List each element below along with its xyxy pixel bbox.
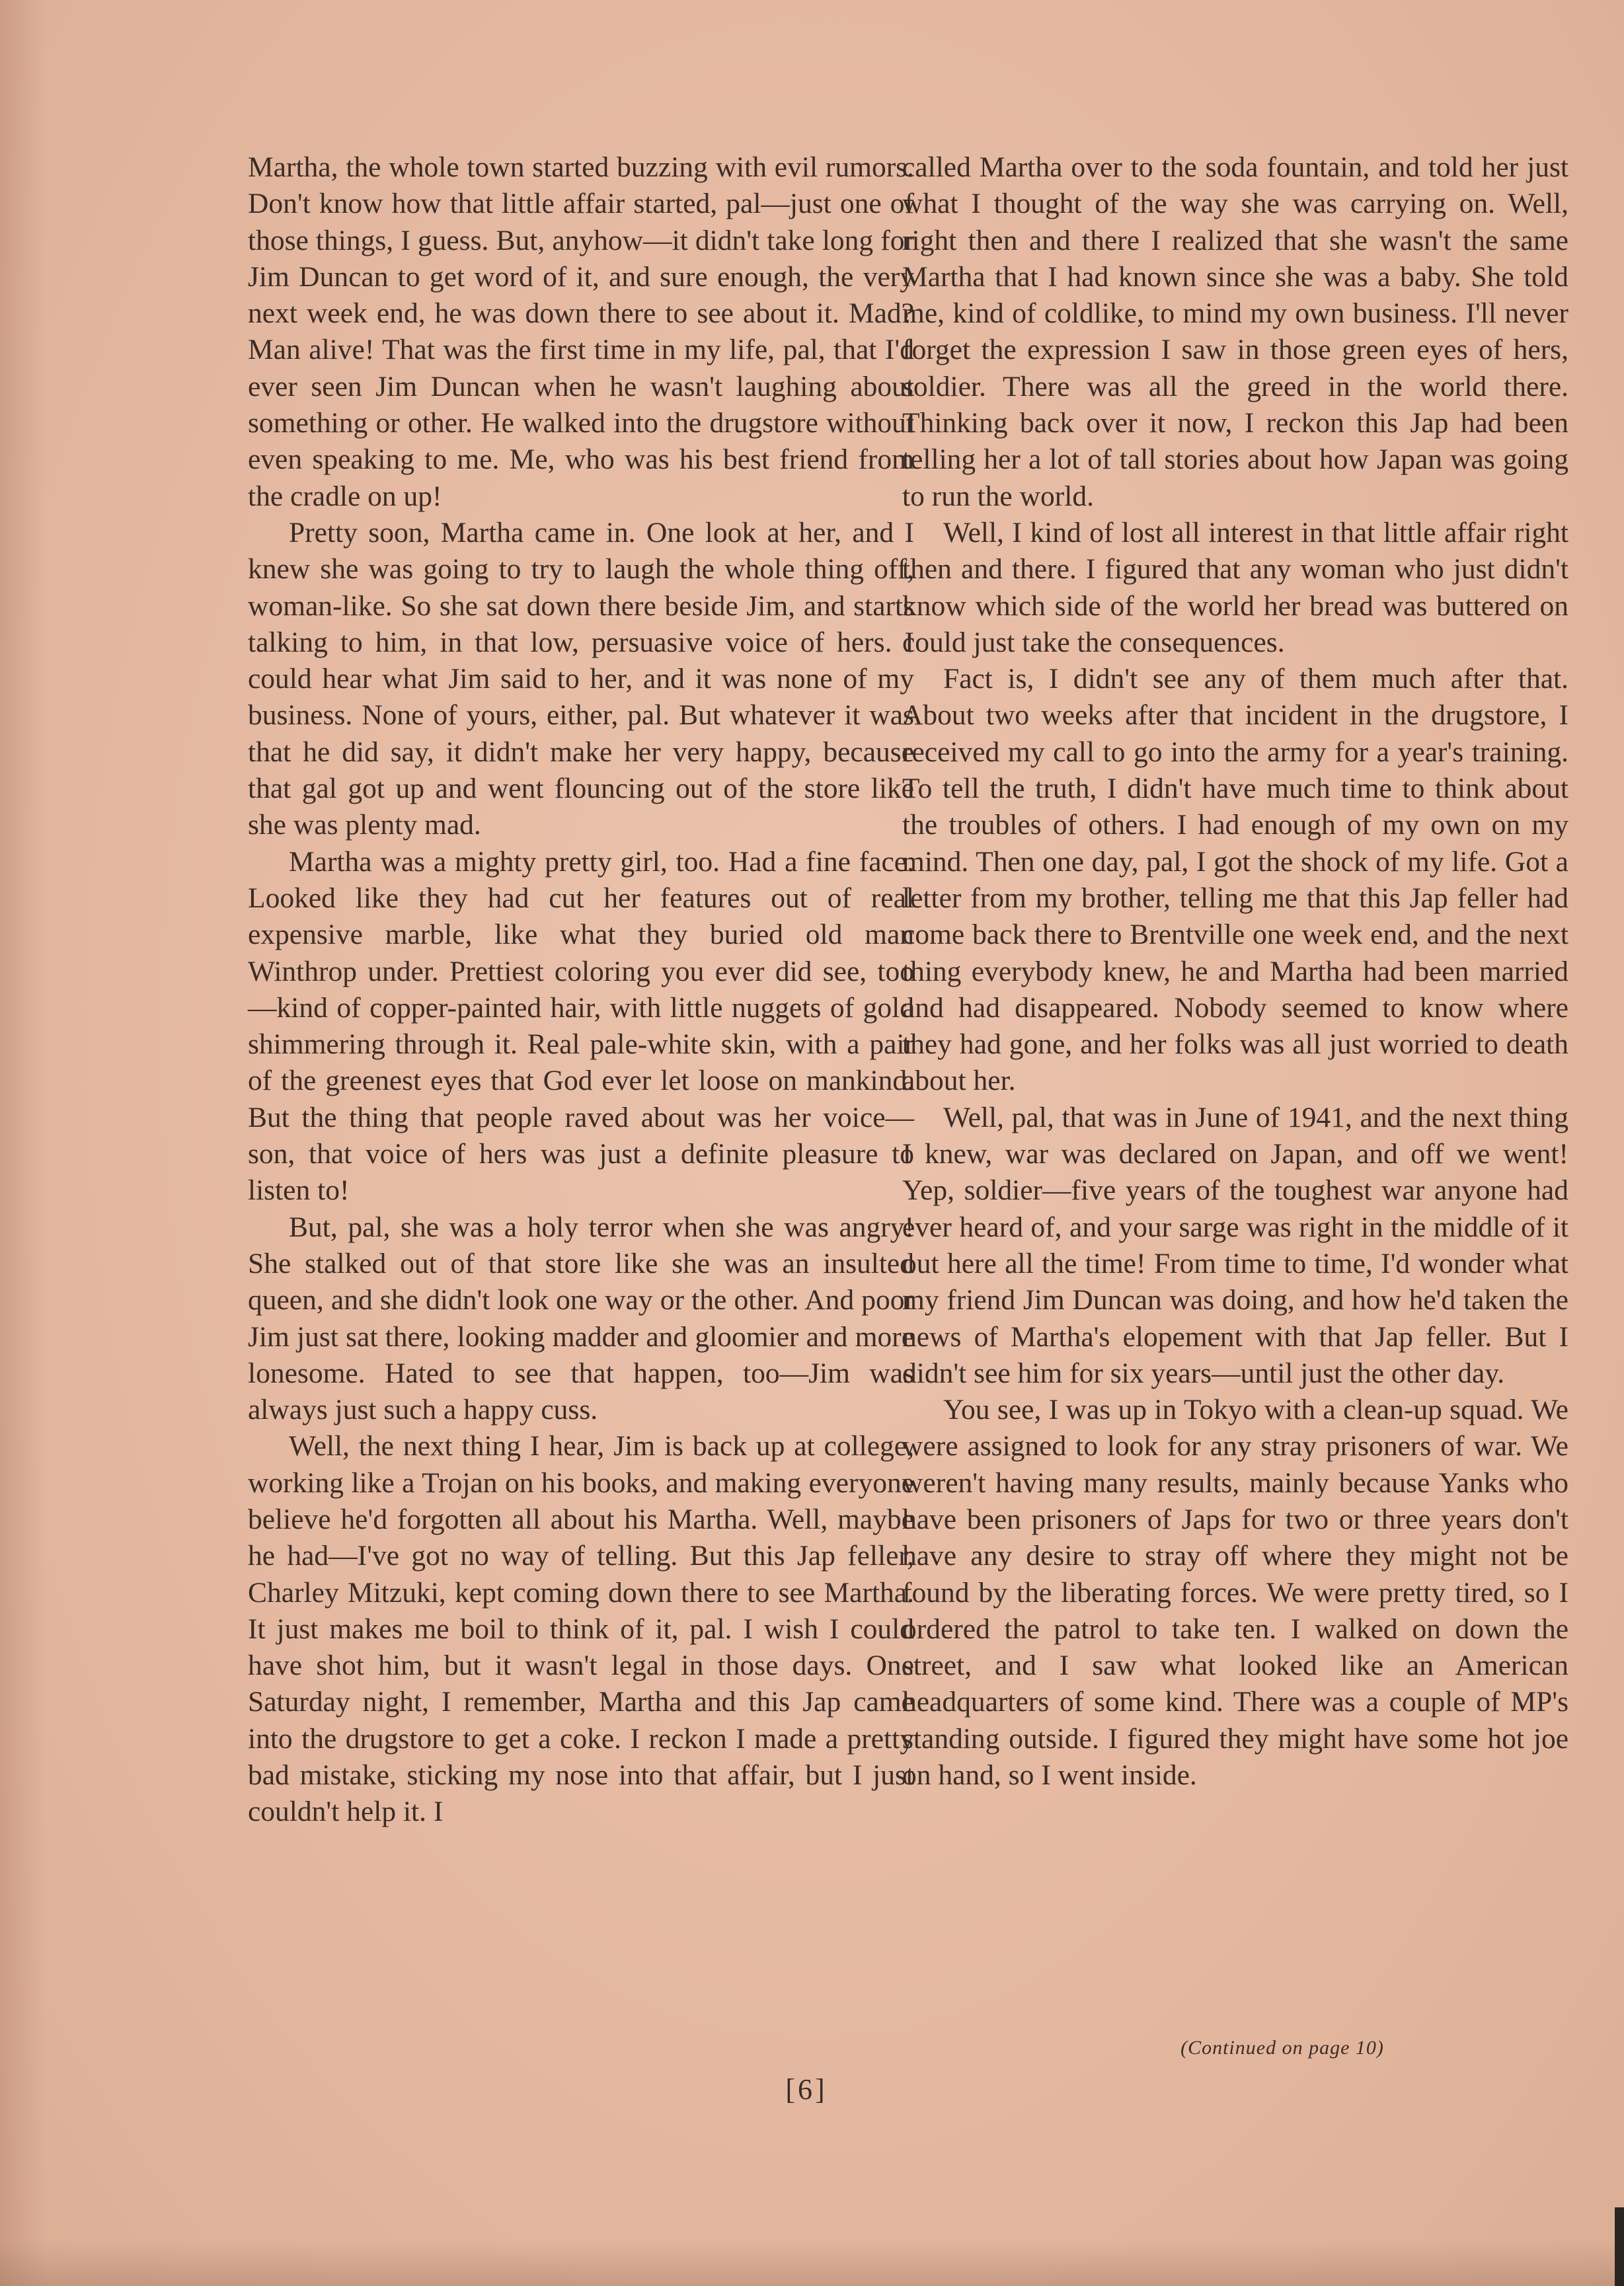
paragraph: Pretty soon, Martha came in. One look at her, and I knew she was going to try to laugh the whole thing off, woman-like. So she sat down there beside Jim, and starts talking to him, in that low, persuasive voice of hers. I could hear what Jim said to her, and it was none of my business. None of yours, either, pal. But whatever it was that he did say, it didn't make her very happy, because that gal got up and went flouncing out of the store like she was plenty mad. bbox=[248, 516, 914, 841]
paragraph: Martha was a mighty pretty girl, too. Had a fine face. Looked like they had cut her features out of real expensive marble, like what they buried old man Winthrop under. Prettiest coloring you ever did see, too—kind of copper-painted hair, with little nuggets of gold shimmering through it. Real pale-white skin, with a pair of the greenest eyes that God ever let loose on mankind. But the thing that people raved about was her voice—son, that voice of hers was just a definite pleasure to listen to! bbox=[248, 845, 914, 1207]
continued-note: (Continued on page 10) bbox=[1180, 2037, 1384, 2059]
paragraph: You see, I was up in Tokyo with a clean-up squad. We were assigned to look for any stray prisoners of war. We weren't having many results, mainly because Yanks who have been prisoners of Japs for two or three years don't have any desire to stray off where they might not be found by the liberating forces. We were pretty tired, so I ordered the patrol to take ten. I walked on down the street, and I saw what looked like an American headquarters of some kind. There was a couple of MP's standing outside. I figured they might have some hot joe on hand, so I went inside. bbox=[902, 1394, 1568, 1792]
right-text-column bbox=[902, 149, 1568, 1794]
left-text-column bbox=[248, 149, 914, 1831]
paragraph: Well, the next thing I hear, Jim is back up at college, working like a Trojan on his books, and making everyone believe he'd forgotten all about his Martha. Well, maybe he had—I've got no way of telling. But this Jap feller, Charley Mitzuki, kept coming down there to see Martha. It just makes me boil to think of it, pal. I wish I could have shot him, but it wasn't legal in those days. One Saturday night, I remember, Martha and this Jap came into the drugstore to get a coke. I reckon I made a pretty bad mistake, sticking my nose into that affair, but I just couldn't help it. I bbox=[248, 1430, 914, 1828]
page-edge-shadow-left bbox=[0, 0, 46, 2286]
paragraph: Well, pal, that was in June of 1941, and the next thing I knew, war was declared on Japan, and off we went! Yep, soldier—five years of the toughest war anyone had ever heard of, and your sarge was right in the middle of it out here all the time! From time to time, I'd wonder what my friend Jim Duncan was doing, and how he'd taken the news of Martha's elopement with that Jap feller. But I didn't see him for six years—until just the other day. bbox=[902, 1101, 1568, 1389]
paragraph: Fact is, I didn't see any of them much after that. About two weeks after that incident in the drugstore, I received my call to go into the army for a year's training. To tell the truth, I didn't have much time to think about the troubles of others. I had enough of my own on my mind. Then one day, pal, I got the shock of my life. Got a letter from my brother, telling me that this Jap feller had come back there to Brentville one week end, and the next thing everybody knew, he and Martha had been married and had disappeared. Nobody seemed to know where they had gone, and her folks was all just worried to death about her. bbox=[902, 663, 1568, 1097]
paragraph: called Martha over to the soda fountain, and told her just what I thought of the way she was carrying on. Well, right then and there I realized that she wasn't the same Martha that I had known since she was a baby. She told me, kind of coldlike, to mind my own business. I'll never forget the expression I saw in those green eyes of hers, soldier. There was all the greed in the world there. Thinking back over it now, I reckon this Jap had been telling her a lot of tall stories about how Japan was going to run the world. bbox=[902, 151, 1568, 512]
page-edge-shadow-bottom bbox=[0, 2240, 1624, 2286]
paragraph: Martha, the whole town started buzzing with evil rumors. Don't know how that little affair started, pal—just one of those things, I guess. But, anyhow—it didn't take long for Jim Duncan to get word of it, and sure enough, the very next week end, he was down there to see about it. Mad? Man alive! That was the first time in my life, pal, that I'd ever seen Jim Duncan when he wasn't laughing about something or other. He walked into the drugstore without even speaking to me. Me, who was his best friend from the cradle on up! bbox=[248, 151, 914, 512]
paragraph: Well, I kind of lost all interest in that little affair right then and there. I figured that any woman who just didn't know which side of the world her bread was buttered on could just take the consequences. bbox=[902, 516, 1568, 658]
paragraph: But, pal, she was a holy terror when she was angry! She stalked out of that store like she was an insulted queen, and she didn't look one way or the other. And poor Jim just sat there, looking madder and gloomier and more lonesome. Hated to see that happen, too—Jim was always just such a happy cuss. bbox=[248, 1211, 914, 1426]
page-binding-edge bbox=[1615, 2207, 1624, 2286]
page-number: [6] bbox=[785, 2073, 828, 2106]
